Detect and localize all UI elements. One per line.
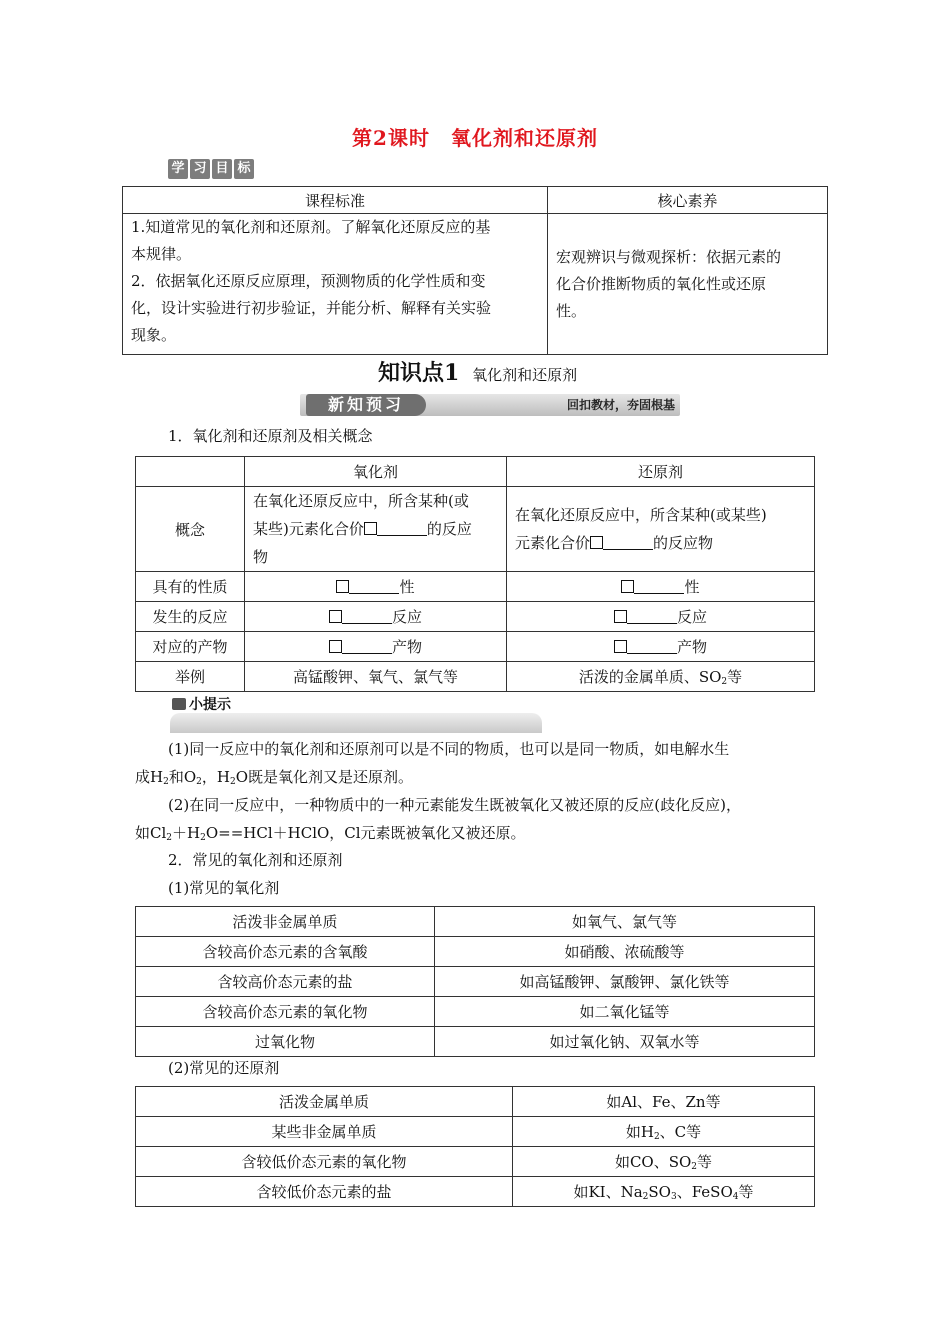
text: SO [648, 1183, 671, 1201]
answer-blank [342, 609, 392, 624]
oxidant-concept [245, 487, 507, 572]
answer-box [614, 640, 627, 653]
knowledge-point-label: 知识点1 [378, 360, 460, 386]
oxidant-product [245, 632, 507, 662]
text: 等 [727, 668, 743, 686]
text: O==HCl＋HClO，Cl元素既被氧化又被还原。 [205, 824, 526, 842]
subscript: 2 [229, 777, 236, 787]
concept-header-reductant: 还原剂 [507, 457, 815, 487]
badge-char: 标 [234, 159, 254, 179]
answer-blank [627, 639, 677, 654]
cell: 活泼非金属单质 [136, 907, 435, 937]
oxidants-heading: (1)常见的氧化剂 [168, 879, 280, 897]
tip-label: 小提示 [189, 697, 231, 713]
reductant-reaction [507, 602, 815, 632]
knowledge-point-subtitle: 氧化剂和还原剂 [472, 366, 578, 384]
table-row [136, 1117, 815, 1147]
answer-blank [349, 579, 399, 594]
learning-goals-badge [168, 158, 256, 179]
tip-paragraph-2 [135, 791, 835, 852]
tip-heading [172, 694, 231, 714]
subscript: 2 [691, 1162, 698, 1172]
text: 某些)元素化合价 [253, 520, 364, 538]
cell: 如硝酸、浓硫酸等 [435, 937, 815, 967]
oxidants-table [135, 906, 815, 1057]
subscript: 2 [163, 777, 169, 787]
goals-table [122, 186, 828, 355]
cell: 某些非金属单质 [136, 1117, 513, 1147]
reductants-heading: (2)常见的还原剂 [168, 1059, 280, 1077]
standard-cell [123, 214, 548, 355]
subscript: 2 [642, 1192, 649, 1202]
text: 在氧化还原反应中，所含某种(或某些) [515, 506, 767, 524]
table-row [136, 967, 815, 997]
preview-banner-label: 新知预习 [306, 394, 426, 416]
row-label: 对应的产物 [136, 632, 245, 662]
reductant-property [507, 572, 815, 602]
answer-box [364, 522, 377, 535]
tip-line: (2)在同一反应中，一种物质中的一种元素能发生既被氧化又被还原的反应(歧化反应)， [168, 796, 741, 814]
cell: 如氧气、氯气等 [435, 907, 815, 937]
knowledge-point-heading [378, 356, 577, 387]
oxidant-property [245, 572, 507, 602]
text: 在氧化还原反应中，所含某种(或 [253, 492, 469, 510]
text: 、FeSO [676, 1183, 733, 1201]
text: 活泼的金属单质、SO [578, 668, 722, 686]
header-standard: 课程标准 [123, 187, 548, 214]
standard-line: 2．依据氧化还原反应原理，预测物质的化学性质和变 [131, 272, 486, 290]
standard-line: 化，设计实验进行初步验证，并能分析、解释有关实验 [131, 299, 492, 317]
subscript: 2 [653, 1132, 660, 1142]
text: 性 [399, 578, 415, 596]
text: 的反应物 [653, 534, 714, 552]
answer-blank [634, 579, 684, 594]
standard-line: 现象。 [131, 326, 177, 344]
concept-header-oxidant: 氧化剂 [245, 457, 507, 487]
text: 和O [168, 768, 197, 786]
cell: 过氧化物 [136, 1027, 435, 1057]
concept-table [135, 456, 815, 692]
preview-banner-note: 回扣教材，夯固根基 [566, 398, 675, 412]
text: 反应 [391, 608, 422, 626]
page-title: 第2课时 氧化剂和还原剂 [352, 126, 598, 150]
answer-box [614, 610, 627, 623]
cell: 含较高价态元素的氧化物 [136, 997, 435, 1027]
cell [513, 1117, 815, 1147]
table-row [136, 937, 815, 967]
answer-box [336, 580, 349, 593]
header-literacy: 核心素养 [548, 187, 828, 214]
cell: 含较高价态元素的含氧酸 [136, 937, 435, 967]
subscript: 4 [732, 1192, 739, 1202]
cell: 如高锰酸钾、氯酸钾、氯化铁等 [435, 967, 815, 997]
tip-line: (1)同一反应中的氧化剂和还原剂可以是不同的物质，也可以是同一物质，如电解水生 [168, 740, 730, 758]
text: 如Cl [135, 824, 167, 842]
badge-char: 目 [212, 159, 232, 179]
tip-paragraph-1 [135, 735, 825, 796]
table-row [136, 1177, 815, 1207]
literacy-line: 性。 [556, 301, 587, 320]
cell: 如二氧化锰等 [435, 997, 815, 1027]
table-row [136, 1087, 815, 1117]
answer-box [329, 640, 342, 653]
reductant-concept [507, 487, 815, 572]
answer-blank [603, 535, 653, 550]
standard-line: 1.知道常见的氧化剂和还原剂。了解氧化还原反应的基 [131, 218, 491, 236]
text: 等 [697, 1153, 713, 1171]
answer-blank [377, 521, 427, 536]
text: O既是氧化剂又是还原剂。 [235, 768, 414, 786]
text: 、C等 [659, 1123, 702, 1141]
text: 等 [738, 1183, 754, 1201]
text: 如H [625, 1123, 654, 1141]
table-row [136, 907, 815, 937]
text: 如CO、SO [614, 1153, 692, 1171]
reductants-table [135, 1086, 815, 1207]
subscript: 2 [200, 833, 206, 843]
row-label: 举例 [136, 662, 245, 692]
answer-box [329, 610, 342, 623]
subscript: 2 [721, 677, 728, 687]
text: 产物 [391, 638, 422, 656]
cell: 活泼金属单质 [136, 1087, 513, 1117]
row-label: 概念 [136, 487, 245, 572]
text: ＋H [172, 824, 201, 842]
text: 如KI、Na [573, 1183, 643, 1201]
text: 反应 [676, 608, 707, 626]
reductant-example [507, 662, 815, 692]
section1-heading: 1．氧化剂和还原剂及相关概念 [168, 427, 373, 445]
answer-blank [627, 609, 677, 624]
literacy-line: 宏观辨识与微观探析：依据元素的 [556, 247, 782, 266]
table-row [136, 1147, 815, 1177]
subscript: 3 [670, 1192, 677, 1202]
standard-line: 本规律。 [131, 245, 192, 263]
text: 元素化合价 [515, 534, 591, 552]
badge-char: 习 [190, 159, 210, 179]
text: 成H [135, 768, 164, 786]
badge-char: 学 [168, 159, 188, 179]
subscript: 2 [166, 833, 173, 843]
row-label: 发生的反应 [136, 602, 245, 632]
text: 产物 [676, 638, 707, 656]
literacy-line: 化合价推断物质的氧化性或还原 [556, 274, 767, 293]
cell [513, 1177, 815, 1207]
text: 性 [684, 578, 700, 596]
section2-heading: 2．常见的氧化剂和还原剂 [168, 851, 343, 869]
cell: 如Al、Fe、Zn等 [513, 1087, 815, 1117]
cell: 含较低价态元素的盐 [136, 1177, 513, 1207]
cell: 如过氧化钠、双氧水等 [435, 1027, 815, 1057]
text: 物 [253, 548, 269, 566]
answer-box [590, 536, 603, 549]
table-row [136, 1027, 815, 1057]
text: 的反应 [426, 520, 472, 538]
thumbs-up-icon [172, 698, 186, 710]
tip-bar [170, 713, 542, 733]
oxidant-example: 高锰酸钾、氧气、氯气等 [245, 662, 507, 692]
table-row [136, 997, 815, 1027]
answer-blank [342, 639, 392, 654]
cell: 含较高价态元素的盐 [136, 967, 435, 997]
oxidant-reaction [245, 602, 507, 632]
cell [513, 1147, 815, 1177]
cell: 含较低价态元素的氧化物 [136, 1147, 513, 1177]
subscript: 2 [196, 777, 202, 787]
text: ，H [201, 768, 230, 786]
answer-box [621, 580, 634, 593]
concept-header-empty [136, 457, 245, 487]
row-label: 具有的性质 [136, 572, 245, 602]
reductant-product [507, 632, 815, 662]
literacy-cell [548, 214, 828, 355]
